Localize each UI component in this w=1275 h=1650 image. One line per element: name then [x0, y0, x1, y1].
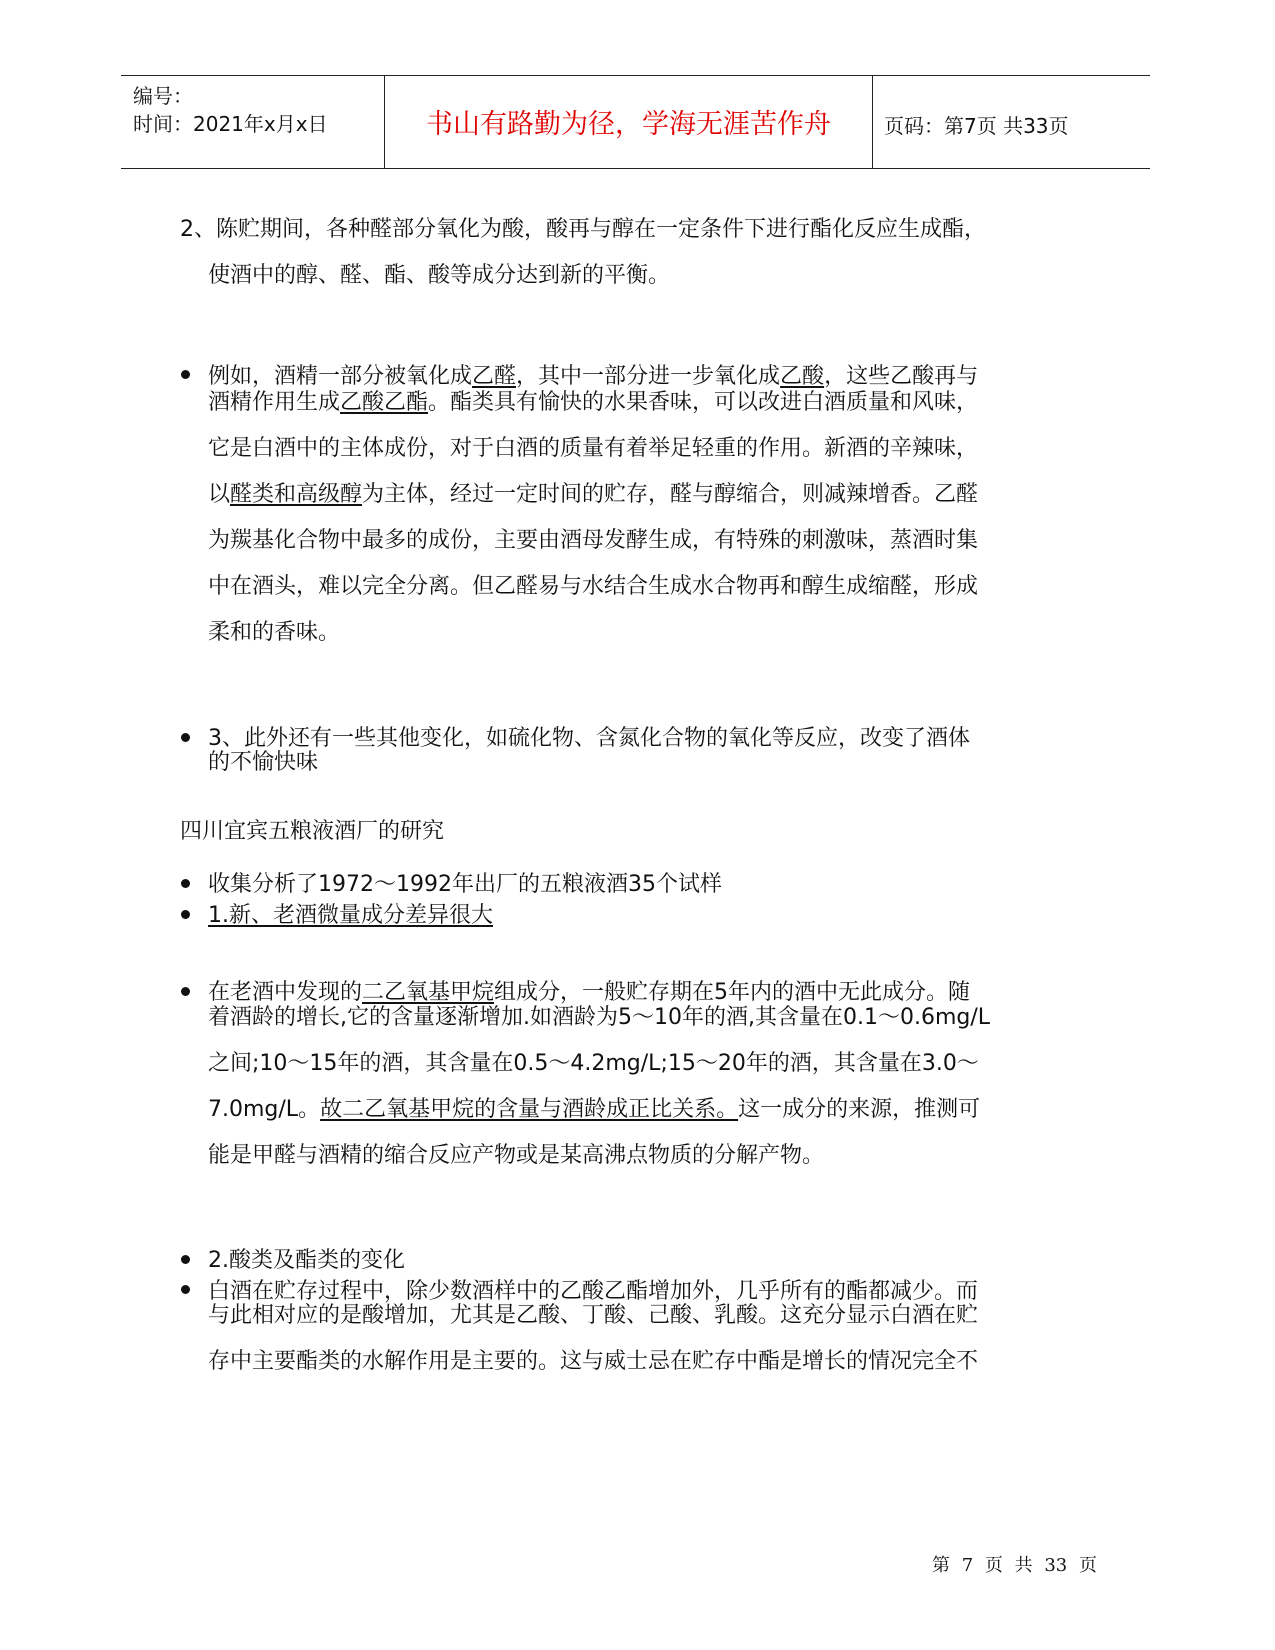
- underlined-term: 1.新、老酒微量成分差异很大: [208, 903, 493, 928]
- text-span: 。酯类具有愉快的水果香味，可以改进白酒质量和风味，: [428, 390, 979, 415]
- underlined-term: 醛类和高级醇: [230, 482, 363, 507]
- bullet-line: [208, 980, 970, 1005]
- paragraph-line: 2、陈贮期间，各种醛部分氧化为酸，酸再与醇在一定条件下进行酯化反应生成酯，: [180, 217, 986, 242]
- page-info: 页码：第7页 共33页: [884, 114, 1069, 138]
- bullet-line: 收集分析了1972～1992年出厂的五粮液酒35个试样: [208, 872, 722, 897]
- underlined-term: 故二乙氧基甲烷的含量与酒龄成正比关系。: [320, 1097, 739, 1122]
- number-label: 编号：: [133, 84, 193, 108]
- bullet-line: 2.酸类及酯类的变化: [208, 1248, 405, 1273]
- bullet-icon: [181, 733, 190, 742]
- text-span: 例如，酒精一部分被氧化成: [208, 364, 473, 389]
- underlined-term: 乙酸: [780, 364, 825, 389]
- bullet-line: [208, 903, 493, 928]
- text-span: 为主体，经过一定时间的贮存，醛与醇缩合，则减辣增香。乙醛: [362, 482, 979, 507]
- bullet-icon: [181, 987, 190, 996]
- text-span: 7.0mg/L。: [208, 1097, 321, 1122]
- underlined-term: 乙酸乙酯: [340, 390, 429, 415]
- bullet-icon: [181, 910, 190, 919]
- section-heading: 四川宜宾五粮液酒厂的研究: [180, 819, 445, 844]
- underlined-term: 二乙氧基甲烷: [362, 980, 495, 1005]
- text-span: ，这些乙酸再与: [824, 364, 979, 389]
- text-span: 以: [208, 482, 231, 507]
- bullet-line: 与此相对应的是酸增加，尤其是乙酸、丁酸、己酸、乳酸。这充分显示白酒在贮: [208, 1303, 979, 1328]
- text-span: 在老酒中发现的: [208, 980, 363, 1005]
- bullet-line: [208, 1097, 980, 1122]
- motto: 书山有路勤为径，学海无涯苦作舟: [426, 109, 831, 140]
- bullet-icon: [181, 1285, 190, 1294]
- text-span: 这一成分的来源，推测可: [738, 1097, 981, 1122]
- bullet-line: [208, 364, 978, 389]
- bullet-line: 3、此外还有一些其他变化，如硫化物、含氮化合物的氧化等反应，改变了酒体: [208, 726, 970, 751]
- bullet-line: [208, 482, 978, 507]
- text-span: 组成分，一般贮存期在5年内的酒中无此成分。随: [494, 980, 971, 1005]
- bullet-line: 白酒在贮存过程中，除少数酒样中的乙酸乙酯增加外，几乎所有的酯都减少。而: [208, 1279, 979, 1304]
- bullet-line: 能是甲醛与酒精的缩合反应产物或是某高沸点物质的分解产物。: [208, 1143, 825, 1168]
- bullet-line: 之间;10～15年的酒，其含量在0.5～4.2mg/L;15～20年的酒，其含量在3.0～: [208, 1051, 979, 1076]
- time-label: 时间：2021年x月x日: [133, 112, 328, 136]
- bullet-icon: [181, 1255, 190, 1264]
- bullet-line: 中在酒头，难以完全分离。但乙醛易与水结合生成水合物再和醇生成缩醛，形成: [208, 574, 979, 599]
- paragraph-line: 使酒中的醇、醛、酯、酸等成分达到新的平衡。: [208, 263, 671, 288]
- bullet-line: 它是白酒中的主体成份，对于白酒的质量有着举足轻重的作用。新酒的辛辣味，: [208, 436, 979, 461]
- bullet-line: 为羰基化合物中最多的成份，主要由酒母发酵生成，有特殊的刺激味，蒸酒时集: [208, 528, 979, 553]
- bullet-line: 的不愉快味: [208, 750, 319, 775]
- header-motto-cell: [384, 76, 873, 168]
- header-left-cell: [121, 76, 384, 168]
- bullet-icon: [181, 370, 190, 379]
- page-footer: 第 7 页 共 33 页: [932, 1555, 1097, 1576]
- bullet-line: [208, 390, 978, 415]
- page-header: [121, 75, 1150, 169]
- bullet-line: 存中主要酯类的水解作用是主要的。这与威士忌在贮存中酯是增长的情况完全不: [208, 1349, 979, 1374]
- header-right-cell: [872, 76, 1150, 168]
- text-span: ，其中一部分进一步氧化成: [516, 364, 781, 389]
- text-span: 酒精作用生成: [208, 390, 341, 415]
- bullet-line: 着酒龄的增长,它的含量逐渐增加.如酒龄为5～10年的酒,其含量在0.1～0.6mg/L: [208, 1005, 991, 1030]
- bullet-line: 柔和的香味。: [208, 620, 341, 645]
- underlined-term: 乙醛: [472, 364, 517, 389]
- bullet-icon: [181, 879, 190, 888]
